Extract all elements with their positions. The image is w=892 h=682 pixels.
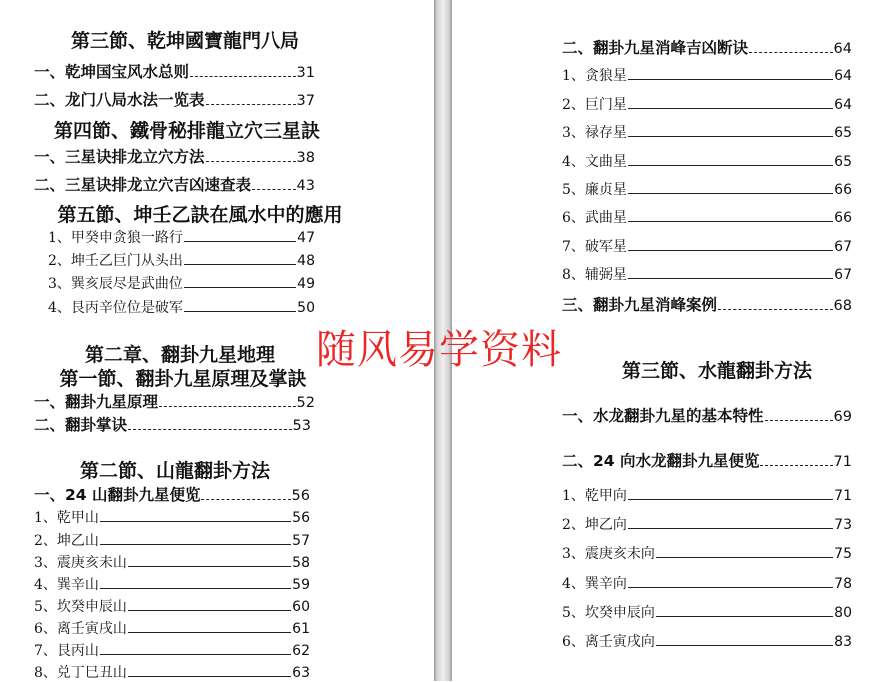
toc-entry[interactable] (562, 179, 852, 199)
toc-entry-text: 2、坤壬乙巨门从头出 (48, 253, 183, 269)
solid-leader (184, 311, 296, 312)
toc-page-number: 37 (296, 93, 315, 109)
toc-entry-text: 1、甲癸申贪狼一路行 (48, 230, 183, 246)
toc-page-number: 56 (292, 510, 310, 526)
toc-entry[interactable] (562, 36, 852, 58)
dash-leader (159, 406, 296, 407)
solid-leader (628, 278, 833, 279)
section-heading: 第五節、坤壬乙訣在風水中的應用 (57, 204, 343, 226)
toc-page-number: 56 (291, 488, 310, 504)
toc-entry-text: 4、艮丙辛位位是破军 (48, 300, 183, 316)
toc-page-number: 64 (834, 68, 852, 84)
toc-entry-text: 一、翻卦九星原理 (34, 393, 159, 411)
solid-leader (628, 499, 833, 500)
toc-entry[interactable] (34, 483, 310, 505)
toc-entry-text: 二、24 向水龙翻卦九星便览 (562, 452, 760, 470)
toc-entry[interactable] (562, 65, 852, 85)
toc-page-number: 59 (292, 577, 310, 593)
toc-page-number: 69 (833, 409, 852, 425)
solid-leader (628, 136, 833, 137)
solid-leader (656, 557, 833, 558)
toc-entry-text: 1、乾甲向 (562, 488, 627, 504)
dash-leader (765, 420, 833, 421)
toc-entry[interactable] (562, 449, 852, 471)
dash-leader (201, 499, 290, 500)
toc-entry-text: 二、三星诀排龙立穴吉凶速查表 (34, 176, 252, 194)
toc-entry-text: 3、巽亥辰尽是武曲位 (48, 276, 183, 292)
toc-entry[interactable] (562, 264, 852, 284)
toc-page-number: 61 (292, 621, 310, 637)
toc-entry[interactable] (562, 631, 852, 651)
toc-entry[interactable] (562, 514, 852, 534)
toc-page-number: 57 (292, 533, 310, 549)
solid-leader (628, 221, 833, 222)
solid-leader (184, 287, 296, 288)
toc-page-number: 43 (296, 178, 315, 194)
toc-entry-text: 二、翻卦掌诀 (34, 416, 128, 434)
solid-leader (184, 241, 296, 242)
toc-page-number: 63 (292, 665, 310, 681)
toc-entry-text: 6、武曲星 (562, 210, 627, 226)
section-heading: 第三節、水龍翻卦方法 (621, 360, 812, 382)
toc-entry[interactable] (48, 250, 315, 270)
toc-entry[interactable] (562, 207, 852, 227)
toc-page-number: 38 (296, 150, 315, 166)
toc-entry[interactable] (34, 574, 310, 594)
toc-page-number: 78 (834, 576, 852, 592)
toc-page-number: 75 (834, 546, 852, 562)
toc-page-number: 71 (833, 454, 852, 470)
toc-entry-text: 一、水龙翻卦九星的基本特性 (562, 407, 764, 425)
toc-entry-text: 4、巽辛向 (562, 576, 627, 592)
solid-leader (656, 645, 833, 646)
toc-entry[interactable] (562, 122, 852, 142)
section-heading: 第四節、鐵骨秘排龍立穴三星訣 (53, 120, 320, 142)
toc-entry[interactable] (562, 404, 852, 426)
toc-entry-text: 二、龙门八局水法一览表 (34, 91, 205, 109)
solid-leader (628, 108, 833, 109)
toc-entry-text: 5、廉贞星 (562, 182, 627, 198)
section-heading: 第二節、山龍翻卦方法 (79, 460, 270, 482)
toc-entry-text: 6、离壬寅戌向 (562, 634, 655, 650)
solid-leader (128, 610, 291, 611)
toc-entry[interactable] (562, 293, 852, 315)
toc-entry-text: 8、兑丁巳丑山 (34, 665, 127, 681)
dash-leader (128, 429, 292, 430)
toc-entry-text: 3、震庚亥未山 (34, 555, 127, 571)
solid-leader (628, 587, 833, 588)
solid-leader (628, 165, 833, 166)
toc-entry[interactable] (34, 145, 315, 167)
toc-page-number: 66 (834, 182, 852, 198)
solid-leader (184, 264, 296, 265)
toc-page-number: 60 (292, 599, 310, 615)
solid-leader (628, 193, 833, 194)
dash-leader (252, 189, 296, 190)
toc-entry-text: 2、坤乙向 (562, 517, 627, 533)
toc-page-number: 68 (833, 298, 852, 314)
chapter-heading: 第二章、翻卦九星地理 (84, 344, 275, 366)
toc-entry-text: 2、巨门星 (562, 97, 627, 113)
toc-entry-text: 1、乾甲山 (34, 510, 99, 526)
toc-entry-text: 6、离壬寅戌山 (34, 621, 127, 637)
toc-entry-text: 7、破军星 (562, 239, 627, 255)
toc-entry-text: 一、乾坤国宝风水总则 (34, 63, 190, 81)
section-heading: 第三節、乾坤國寶龍門八局 (70, 30, 299, 52)
solid-leader (628, 250, 833, 251)
toc-entry[interactable] (34, 390, 315, 412)
toc-entry[interactable] (34, 173, 315, 195)
toc-page-number: 73 (834, 517, 852, 533)
toc-page-number: 53 (292, 418, 311, 434)
toc-entry[interactable] (48, 297, 315, 317)
toc-page-number: 71 (834, 488, 852, 504)
watermark-text: 随风易学资料 (316, 327, 562, 373)
toc-entry[interactable] (562, 236, 852, 256)
toc-entry[interactable] (562, 573, 852, 593)
solid-leader (656, 616, 833, 617)
solid-leader (100, 544, 291, 545)
dash-leader (190, 76, 296, 77)
toc-page-number: 67 (834, 267, 852, 283)
toc-page-number: 47 (297, 230, 315, 246)
toc-entry[interactable] (34, 618, 310, 638)
solid-leader (128, 632, 291, 633)
toc-entry-text: 一、24 山翻卦九星便览 (34, 486, 201, 504)
dash-leader (718, 309, 833, 310)
toc-entry-text: 1、贪狼星 (562, 68, 627, 84)
toc-entry[interactable] (562, 485, 852, 505)
toc-entry[interactable] (34, 530, 310, 550)
toc-page-number: 49 (297, 276, 315, 292)
section-heading: 第一節、翻卦九星原理及掌訣 (59, 368, 307, 390)
toc-page-number: 67 (834, 239, 852, 255)
toc-page-number: 50 (297, 300, 315, 316)
toc-page-number: 62 (292, 643, 310, 659)
toc-page-number: 58 (292, 555, 310, 571)
toc-entry-text: 4、文曲星 (562, 154, 627, 170)
toc-entry-text: 8、辅弼星 (562, 267, 627, 283)
solid-leader (128, 566, 291, 567)
toc-entry[interactable] (34, 507, 310, 527)
toc-entry[interactable] (48, 227, 315, 247)
toc-entry-text: 3、震庚亥未向 (562, 546, 655, 562)
toc-entry[interactable] (34, 596, 310, 616)
solid-leader (100, 654, 291, 655)
toc-page-number: 52 (296, 395, 315, 411)
solid-leader (100, 521, 291, 522)
solid-leader (628, 528, 833, 529)
toc-entry-text: 一、三星诀排龙立穴方法 (34, 148, 205, 166)
toc-entry-text: 2、坤乙山 (34, 533, 99, 549)
toc-entry[interactable] (34, 88, 315, 110)
toc-entry-text: 3、禄存星 (562, 125, 627, 141)
toc-entry-text: 二、翻卦九星消峰吉凶断诀 (562, 39, 749, 57)
toc-entry[interactable] (34, 662, 310, 682)
toc-entry[interactable] (34, 413, 311, 435)
toc-entry[interactable] (34, 60, 315, 82)
toc-entry[interactable] (562, 151, 852, 171)
dash-leader (206, 104, 296, 105)
toc-entry[interactable] (562, 543, 852, 563)
toc-entry[interactable] (562, 602, 852, 622)
dash-leader (760, 465, 832, 466)
toc-entry-text: 4、巽辛山 (34, 577, 99, 593)
dash-leader (206, 161, 296, 162)
toc-entry-text: 5、坎癸申辰山 (34, 599, 127, 615)
toc-entry[interactable] (562, 94, 852, 114)
toc-page-number: 65 (834, 125, 852, 141)
toc-entry-text: 三、翻卦九星消峰案例 (562, 296, 718, 314)
toc-entry-text: 7、艮丙山 (34, 643, 99, 659)
solid-leader (628, 79, 833, 80)
toc-entry[interactable] (34, 552, 310, 572)
toc-page-number: 80 (834, 605, 852, 621)
toc-entry[interactable] (48, 273, 315, 293)
toc-page-number: 65 (834, 154, 852, 170)
toc-page-number: 66 (834, 210, 852, 226)
toc-entry[interactable] (34, 640, 310, 660)
solid-leader (128, 676, 291, 677)
toc-entry-text: 5、坎癸申辰向 (562, 605, 655, 621)
dash-leader (749, 52, 833, 53)
toc-page-number: 83 (834, 634, 852, 650)
toc-page-number: 31 (296, 65, 315, 81)
toc-page-number: 64 (833, 41, 852, 57)
toc-page-number: 48 (297, 253, 315, 269)
solid-leader (100, 588, 291, 589)
toc-page-number: 64 (834, 97, 852, 113)
